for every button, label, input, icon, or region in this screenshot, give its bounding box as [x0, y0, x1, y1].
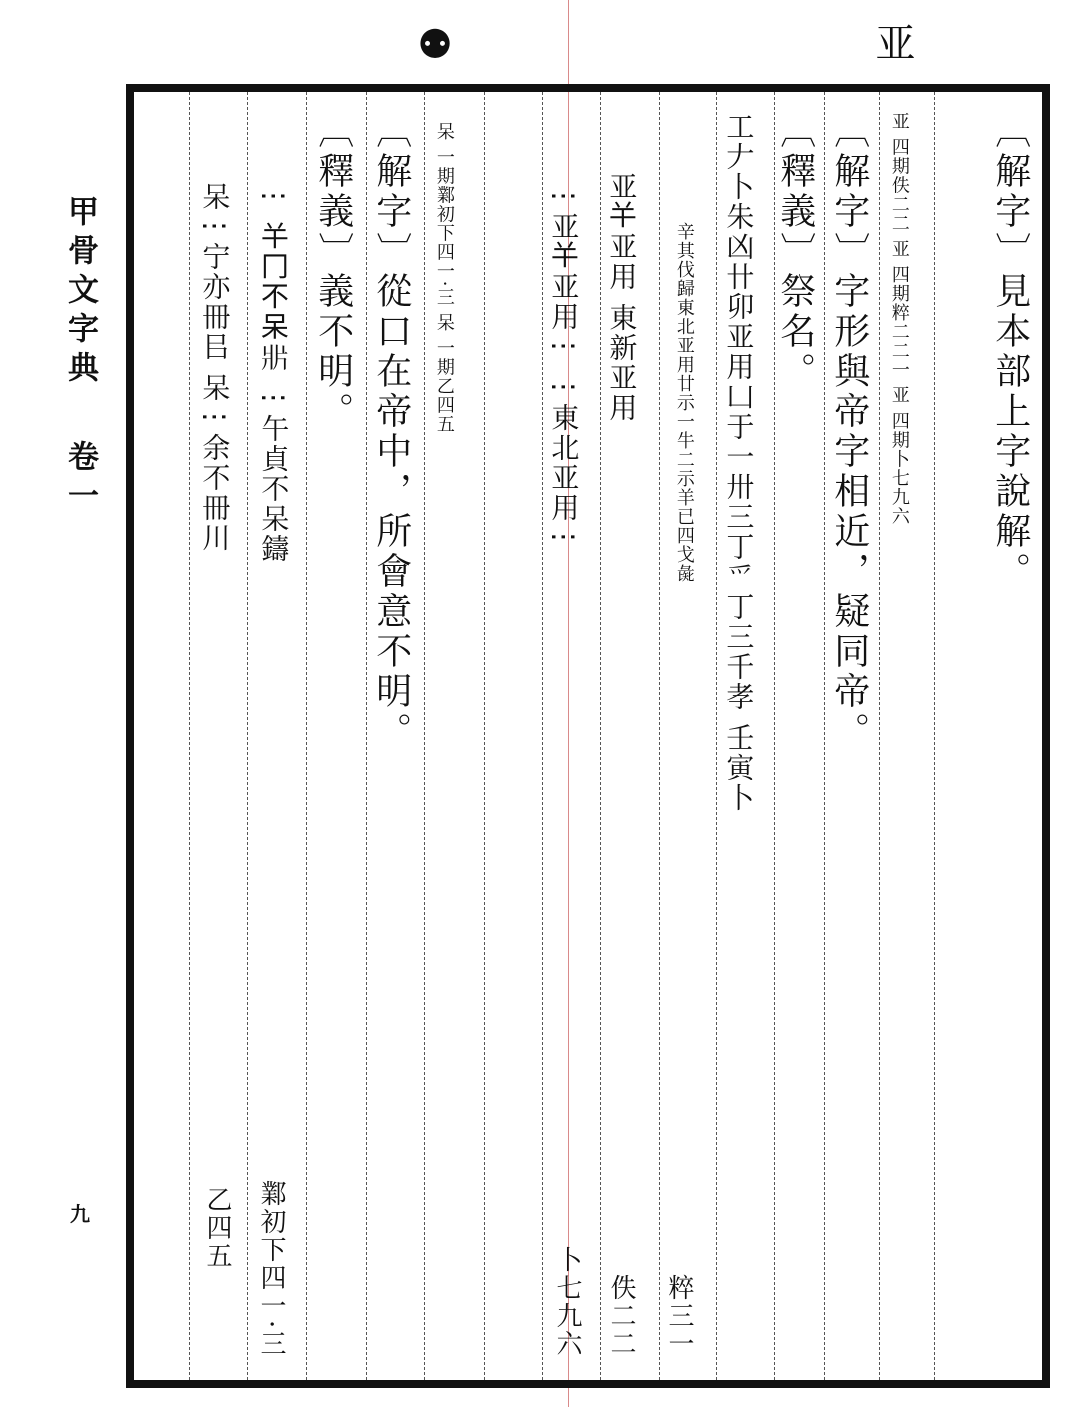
column-11: 〔釋義〕義不明。	[312, 112, 354, 432]
column-divider	[824, 92, 825, 1380]
column-6-source: 粹三一	[664, 1274, 694, 1358]
column-9: 呆 一期鄴初下四一·三 呆 一期乙四五	[433, 122, 455, 434]
column-divider	[934, 92, 935, 1380]
column-divider	[189, 92, 190, 1380]
column-8: ⋮亚𢆉亚用⋮ ⋮東北亚用⋮	[547, 182, 581, 553]
top-glyph-right: 亚	[869, 22, 915, 62]
column-2: 亚 四期佚二二 亚 四期粹二二一 亚 四期卜七九六	[888, 112, 910, 526]
column-divider	[659, 92, 660, 1380]
column-divider	[484, 92, 485, 1380]
column-divider	[879, 92, 880, 1380]
column-13-source: 乙四五	[202, 1186, 232, 1270]
column-6: 辛其伐歸東北亚用廿示一牛二示羊已四戈彘	[673, 222, 695, 583]
column-divider	[600, 92, 601, 1380]
entry-frame	[126, 84, 1050, 1388]
column-divider	[306, 92, 307, 1380]
column-12-source: 鄴初下四一·三	[256, 1179, 286, 1358]
column-7-source: 佚二二	[606, 1274, 636, 1358]
column-3: 〔解字〕字形與帝字相近，疑同帝。	[828, 112, 870, 752]
column-7: 亚𢆉亚用 東新亚用	[605, 172, 639, 423]
column-10: 〔解字〕從口在帝中，所會意不明。	[370, 112, 412, 752]
column-divider	[366, 92, 367, 1380]
column-divider	[424, 92, 425, 1380]
column-divider	[716, 92, 717, 1380]
book-spine-label	[58, 195, 103, 518]
column-1: 〔解字〕見本部上字說解。	[989, 112, 1031, 592]
column-divider	[542, 92, 543, 1380]
column-12: ⋮ 𢆉冂不呆𤕰 ⋮午貞不呆鑄	[257, 182, 291, 564]
column-4: 〔釋義〕祭名。	[774, 112, 816, 392]
column-8-source: 卜七九六	[552, 1246, 582, 1358]
book-title: 甲骨文字典	[62, 195, 98, 390]
top-glyph-left: ⚉	[412, 22, 458, 68]
column-5: 工𠂇卜朱凶卄卯亚用凵于一卅三丁爫丁三千孝 壬寅卜	[722, 112, 756, 813]
volume-label: 卷一	[62, 440, 98, 518]
column-13: 呆⋮宁亦冊㠯 呆⋮余不冊川	[198, 182, 232, 553]
column-divider	[247, 92, 248, 1380]
page-number: 九	[70, 1202, 90, 1226]
